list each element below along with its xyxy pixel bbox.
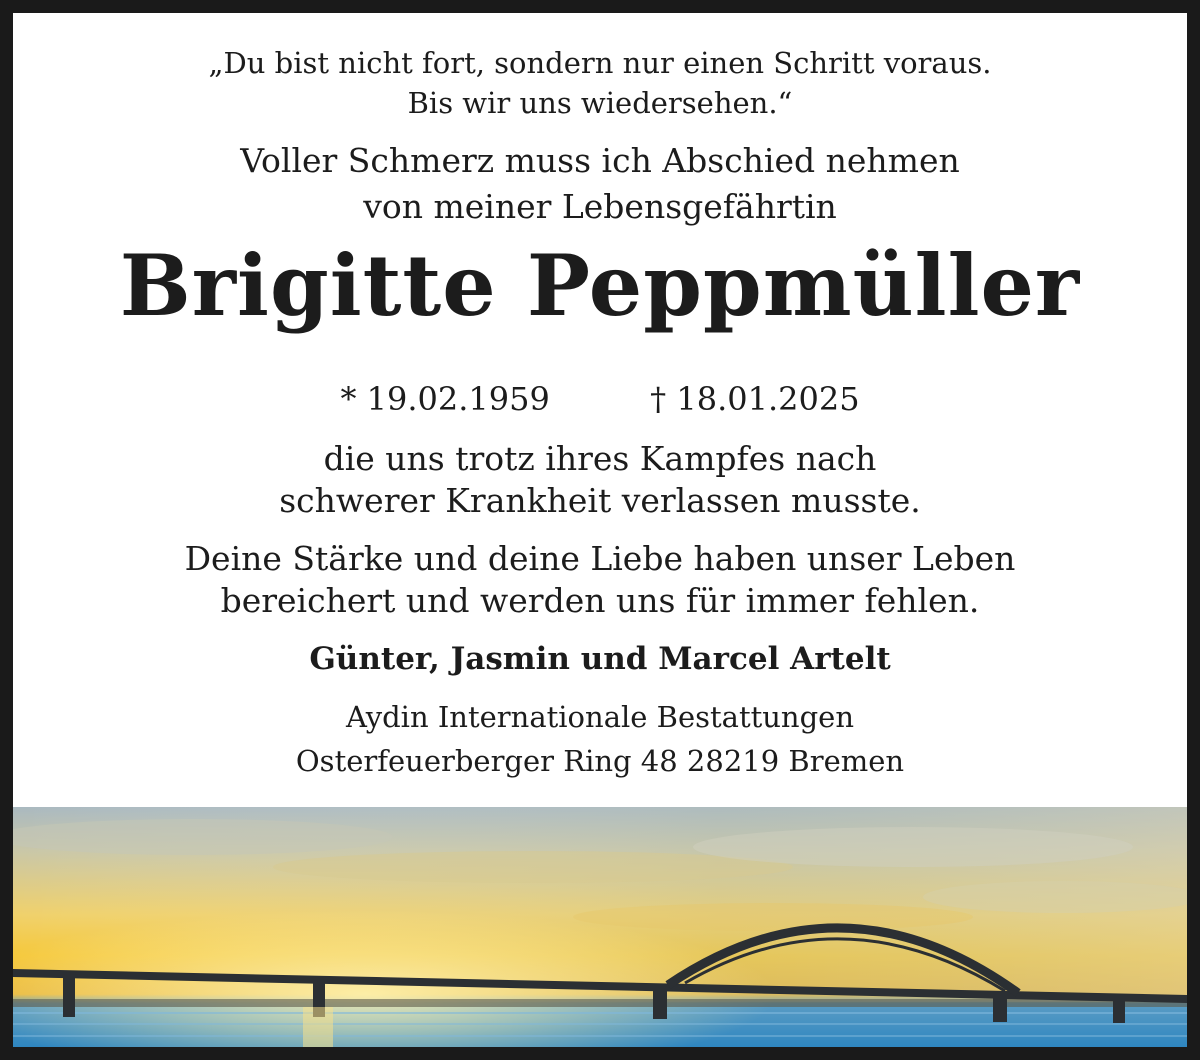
text2-line-2: bereichert und werden uns für immer fehlen.: [220, 581, 980, 620]
deceased-name: Brigitte Peppmüller: [119, 236, 1081, 335]
text1-line-1: die uns trotz ihres Kampfes nach: [323, 439, 877, 478]
intro-line-2: von meiner Lebensgefährtin: [363, 187, 837, 226]
quote-line-2: Bis wir uns wiedersehen.“: [407, 86, 793, 120]
funeral-home-address: Osterfeuerberger Ring 48 28219 Bremen: [295, 744, 905, 778]
quote-line-1: „Du bist nicht fort, sondern nur einen Schritt voraus.: [208, 46, 992, 80]
death-date: † 18.01.2025: [650, 380, 860, 418]
life-dates: [13, 379, 1187, 419]
signers: Günter, Jasmin und Marcel Artelt: [309, 641, 891, 677]
text2-line-1: Deine Stärke und deine Liebe haben unser Leben: [184, 539, 1016, 578]
intro-line-1: Voller Schmerz muss ich Abschied nehmen: [240, 141, 960, 180]
text1-line-2: schwerer Krankheit verlassen musste.: [279, 481, 921, 520]
funeral-home-name: Aydin Internationale Bestattungen: [345, 700, 855, 734]
birth-date: * 19.02.1959: [340, 380, 550, 418]
sunset-bridge-photo: [13, 807, 1187, 1047]
